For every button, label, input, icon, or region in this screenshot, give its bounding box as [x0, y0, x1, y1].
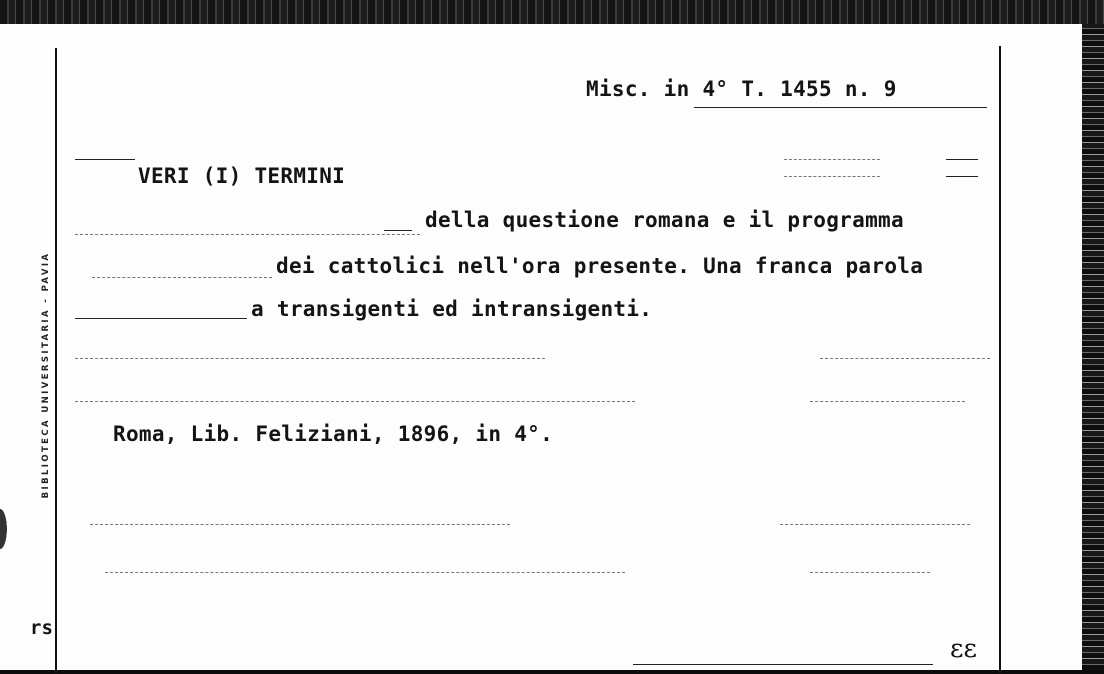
- ruled-line: [946, 176, 978, 177]
- ruled-line: [92, 277, 272, 278]
- ruled-line: [810, 401, 965, 402]
- ruled-line: [105, 572, 625, 573]
- ruled-line: [90, 524, 510, 525]
- bottom-rule: [633, 664, 933, 665]
- scan-right-edge: [1082, 24, 1104, 670]
- shelfmark: Misc. in 4° T. 1455 n. 9: [586, 77, 897, 101]
- ruled-line: [75, 318, 247, 319]
- ruled-line: [784, 159, 880, 160]
- ruled-line: [780, 524, 970, 525]
- subtitle-line-2: dei cattolici nell'ora presente. Una franca parola: [276, 254, 924, 278]
- handwritten-number: ɛɛ: [950, 634, 977, 664]
- ruled-line: [75, 358, 545, 359]
- imprint: Roma, Lib. Feliziani, 1896, in 4°.: [113, 422, 554, 446]
- ruled-line: [810, 572, 930, 573]
- title-rule: [75, 159, 135, 160]
- title: VERI (I) TERMINI: [138, 164, 346, 188]
- library-stamp-text: BIBLIOTECA UNIVERSITARIA - PAVIA: [41, 251, 51, 499]
- library-stamp: [37, 184, 55, 566]
- catalog-card: [0, 24, 1082, 670]
- ink-blot: [0, 494, 12, 564]
- ruled-line: [384, 230, 412, 231]
- left-margin-rule: [55, 48, 57, 674]
- ruled-line: [784, 176, 880, 177]
- subtitle-line-1: della questione romana e il programma: [425, 208, 904, 232]
- subtitle-line-3: a transigenti ed intransigenti.: [251, 297, 653, 321]
- ruled-line: [946, 159, 978, 160]
- ruled-line: [75, 234, 420, 235]
- corner-mark: rs: [30, 617, 53, 639]
- ruled-line: [820, 358, 990, 359]
- right-margin-rule: [999, 46, 1001, 674]
- shelfmark-underline: [694, 107, 987, 108]
- ruled-line: [75, 401, 635, 402]
- scan-top-edge: [0, 0, 1104, 26]
